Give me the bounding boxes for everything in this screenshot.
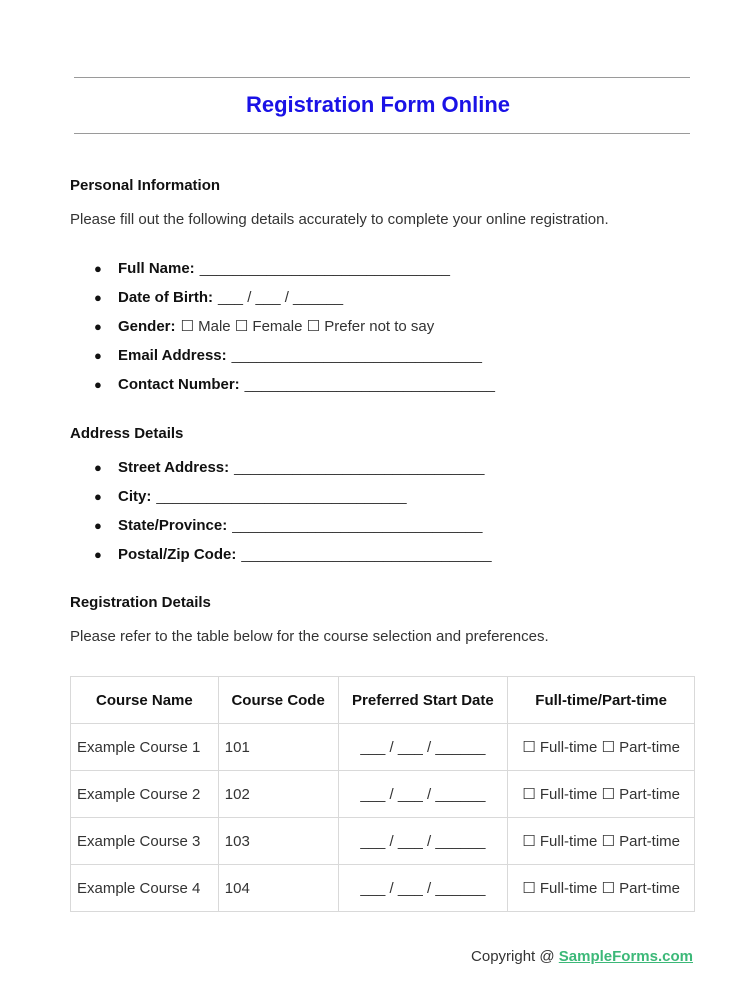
bullet-icon: ● — [94, 261, 102, 276]
course-name-cell: Example Course 3 — [71, 818, 219, 865]
bullet-icon: ● — [94, 547, 102, 562]
table-row — [71, 771, 695, 818]
course-code-cell: 103 — [218, 818, 338, 865]
personal-info-list — [94, 259, 495, 404]
bullet-icon: ● — [94, 460, 102, 475]
city-field[interactable]: ______________________________ — [156, 488, 407, 505]
title-bottom-rule — [74, 133, 690, 134]
start-date-field[interactable]: ___ / ___ / ______ — [338, 865, 508, 912]
list-item — [94, 317, 495, 346]
date-of-birth-field[interactable]: ___ / ___ / ______ — [218, 289, 344, 306]
address-details-heading: Address Details — [70, 425, 184, 442]
contact-number-label: Contact Number: — [118, 376, 240, 393]
list-item — [94, 458, 492, 487]
course-table — [70, 676, 695, 912]
bullet-icon: ● — [94, 489, 102, 504]
address-details-list — [94, 458, 492, 574]
schedule-options[interactable]: ☐ Full-time ☐ Part-time — [508, 818, 695, 865]
registration-details-intro: Please refer to the table below for the course selection and preferences. — [70, 628, 549, 645]
full-name-label: Full Name: — [118, 260, 195, 277]
bullet-icon: ● — [94, 518, 102, 533]
start-date-field[interactable]: ___ / ___ / ______ — [338, 771, 508, 818]
list-item — [94, 259, 495, 288]
email-address-label: Email Address: — [118, 347, 227, 364]
street-address-field[interactable]: ______________________________ — [234, 459, 485, 476]
course-name-cell: Example Course 2 — [71, 771, 219, 818]
schedule-options[interactable]: ☐ Full-time ☐ Part-time — [508, 724, 695, 771]
table-row — [71, 724, 695, 771]
course-name-cell: Example Course 1 — [71, 724, 219, 771]
course-code-cell: 102 — [218, 771, 338, 818]
table-header-row — [71, 677, 695, 724]
bullet-icon: ● — [94, 290, 102, 305]
list-item — [94, 288, 495, 317]
column-header-full-time-part-time: Full-time/Part-time — [508, 677, 695, 724]
bullet-icon: ● — [94, 377, 102, 392]
schedule-options[interactable]: ☐ Full-time ☐ Part-time — [508, 771, 695, 818]
course-code-cell: 101 — [218, 724, 338, 771]
bullet-icon: ● — [94, 348, 102, 363]
bullet-icon: ● — [94, 319, 102, 334]
course-code-cell: 104 — [218, 865, 338, 912]
copyright-footer — [0, 947, 693, 967]
course-name-cell: Example Course 4 — [71, 865, 219, 912]
email-address-field[interactable]: ______________________________ — [231, 347, 482, 364]
state-province-label: State/Province: — [118, 517, 228, 534]
list-item — [94, 346, 495, 375]
list-item — [94, 487, 492, 516]
date-of-birth-label: Date of Birth: — [118, 289, 213, 306]
street-address-label: Street Address: — [118, 459, 230, 476]
list-item — [94, 516, 492, 545]
table-row — [71, 865, 695, 912]
column-header-course-code: Course Code — [218, 677, 338, 724]
table-row — [71, 818, 695, 865]
title-top-rule — [74, 77, 690, 78]
brand-link[interactable]: SampleForms.com — [558, 948, 693, 965]
postal-zip-code-label: Postal/Zip Code: — [118, 546, 237, 563]
gender-label: Gender: — [118, 318, 176, 335]
state-province-field[interactable]: ______________________________ — [232, 517, 483, 534]
contact-number-field[interactable]: ______________________________ — [244, 376, 495, 393]
registration-details-heading: Registration Details — [70, 594, 211, 611]
list-item — [94, 375, 495, 404]
start-date-field[interactable]: ___ / ___ / ______ — [338, 818, 508, 865]
personal-info-intro: Please fill out the following details accurately to complete your online registration. — [70, 211, 609, 228]
city-label: City: — [118, 488, 152, 505]
list-item — [94, 545, 492, 574]
schedule-options[interactable]: ☐ Full-time ☐ Part-time — [508, 865, 695, 912]
page-title: Registration Form Online — [245, 92, 511, 117]
column-header-preferred-start-date: Preferred Start Date — [338, 677, 508, 724]
gender-options[interactable]: ☐ Male ☐ Female ☐ Prefer not to say — [180, 318, 435, 335]
copyright-text: Copyright @ — [471, 948, 559, 965]
start-date-field[interactable]: ___ / ___ / ______ — [338, 724, 508, 771]
personal-info-heading: Personal Information — [70, 177, 221, 194]
full-name-field[interactable]: ______________________________ — [199, 260, 450, 277]
postal-zip-code-field[interactable]: ______________________________ — [241, 546, 492, 563]
column-header-course-name: Course Name — [71, 677, 219, 724]
